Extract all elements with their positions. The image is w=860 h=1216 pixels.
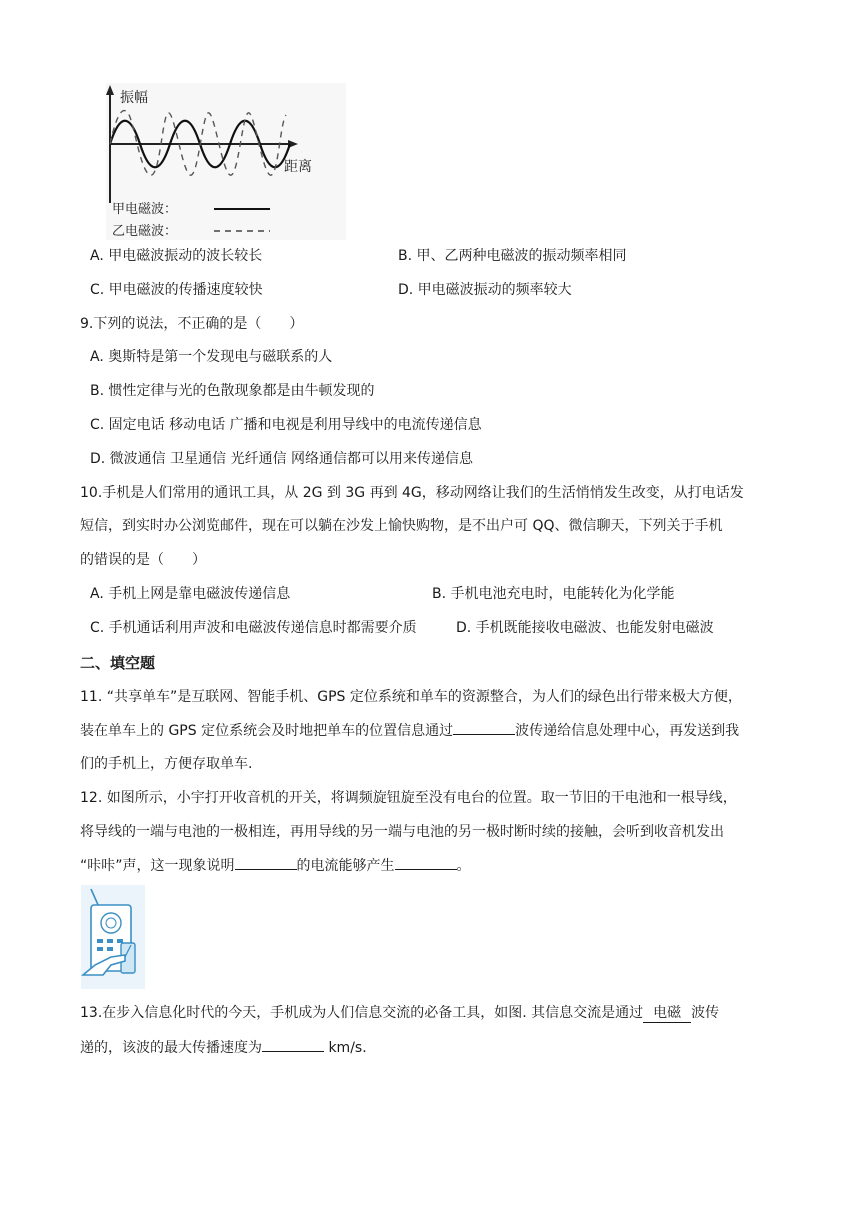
q12-answer-blank-1[interactable]	[235, 855, 297, 870]
q10-stem-line3: 的错误的是（ ）	[80, 552, 206, 568]
q11-answer-blank[interactable]	[453, 720, 515, 735]
q13-line1	[80, 1003, 719, 1023]
q12-line3-text-before: “咔咔”声，这一现象说明	[80, 858, 235, 874]
q9-option-b: B. 惯性定律与光的色散现象都是由牛顿发现的	[90, 383, 375, 399]
q12-line3-text-after: 。	[456, 858, 471, 874]
radio-battery-svg	[81, 885, 145, 989]
q8-option-b: B. 甲、乙两种电磁波的振动频率相同	[398, 248, 627, 264]
q12-line3	[80, 855, 471, 876]
wave-diagram-figure	[106, 83, 346, 240]
q11-line2	[80, 720, 739, 741]
q9-option-d: D. 微波通信 卫星通信 光纤通信 网络通信都可以用来传递信息	[90, 451, 474, 467]
q10-option-a: A. 手机上网是靠电磁波传递信息	[90, 586, 291, 602]
y-axis-arrow	[106, 85, 114, 95]
q10-option-d: D. 手机既能接收电磁波、也能发射电磁波	[456, 620, 714, 636]
q12-answer-blank-2[interactable]	[395, 855, 457, 870]
q13-line2-text-before: 递的，该波的最大传播速度为	[80, 1040, 262, 1056]
q9-stem: 9.下列的说法，不正确的是（ ）	[80, 316, 304, 332]
q13-line2	[80, 1037, 367, 1058]
q13-line2-text-after: km/s.	[324, 1040, 367, 1056]
q9-option-a: A. 奥斯特是第一个发现电与磁联系的人	[90, 349, 333, 365]
q11-line2-text-after: 波传递给信息处理中心，再发送到我	[515, 723, 740, 739]
q13-line1-text-after: 波传	[691, 1005, 720, 1021]
wave-diagram-svg	[106, 83, 346, 240]
q8-option-a: A. 甲电磁波振动的波长较长	[90, 248, 263, 264]
legend-label-yi: 乙电磁波：	[112, 224, 178, 239]
q12-line2: 将导线的一端与电池的一极相连，再用导线的另一端与电池的另一极时断时续的接触，会听到收音机发出	[80, 824, 724, 840]
legend-label-jia: 甲电磁波：	[112, 202, 178, 217]
q11-line1: 11. “共享单车”是互联网、智能手机、GPS 定位系统和单车的资源整合，为人们的绿色出行带来极大方便，	[80, 689, 742, 705]
q11-line2-text-before: 装在单车上的 GPS 定位系统会及时地把单车的位置信息通过	[80, 723, 454, 739]
q10-option-c: C. 手机通话利用声波和电磁波传递信息时都需要介质	[90, 620, 417, 636]
q9-option-c: C. 固定电话 移动电话 广播和电视是利用导线中的电流传递信息	[90, 417, 482, 433]
q8-option-d: D. 甲电磁波振动的频率较大	[398, 282, 572, 298]
section-heading-fill-in: 二、填空题	[80, 654, 156, 672]
q12-line3-text-middle: 的电流能够产生	[296, 858, 395, 874]
q13-filled-answer: 电磁	[643, 1004, 691, 1023]
q10-stem-line1: 10.手机是人们常用的通讯工具，从 2G 到 3G 再到 4G，移动网络让我们的生活悄悄发生改变，从打电话发	[80, 485, 744, 501]
y-axis-label: 振幅	[120, 90, 148, 106]
q10-option-b: B. 手机电池充电时，电能转化为化学能	[432, 586, 675, 602]
q12-line1: 12. 如图所示，小宇打开收音机的开关，将调频旋钮旋至没有电台的位置。取一节旧的干电池和一根导线，	[80, 790, 737, 806]
q8-option-c: C. 甲电磁波的传播速度较快	[90, 282, 263, 298]
q13-line1-text-before: 13.在步入信息化时代的今天，手机成为人们信息交流的必备工具，如图. 其信息交流是通过	[80, 1005, 644, 1021]
q13-answer-blank[interactable]	[262, 1037, 324, 1052]
q11-line3: 们的手机上，方便存取单车.	[80, 756, 253, 772]
q10-stem-line2: 短信，到实时办公浏览邮件，现在可以躺在沙发上愉快购物，是不出户可 QQ、微信聊天，下列关于手机	[80, 518, 723, 534]
x-axis-label: 距离	[284, 159, 312, 175]
radio-battery-figure	[81, 885, 145, 989]
